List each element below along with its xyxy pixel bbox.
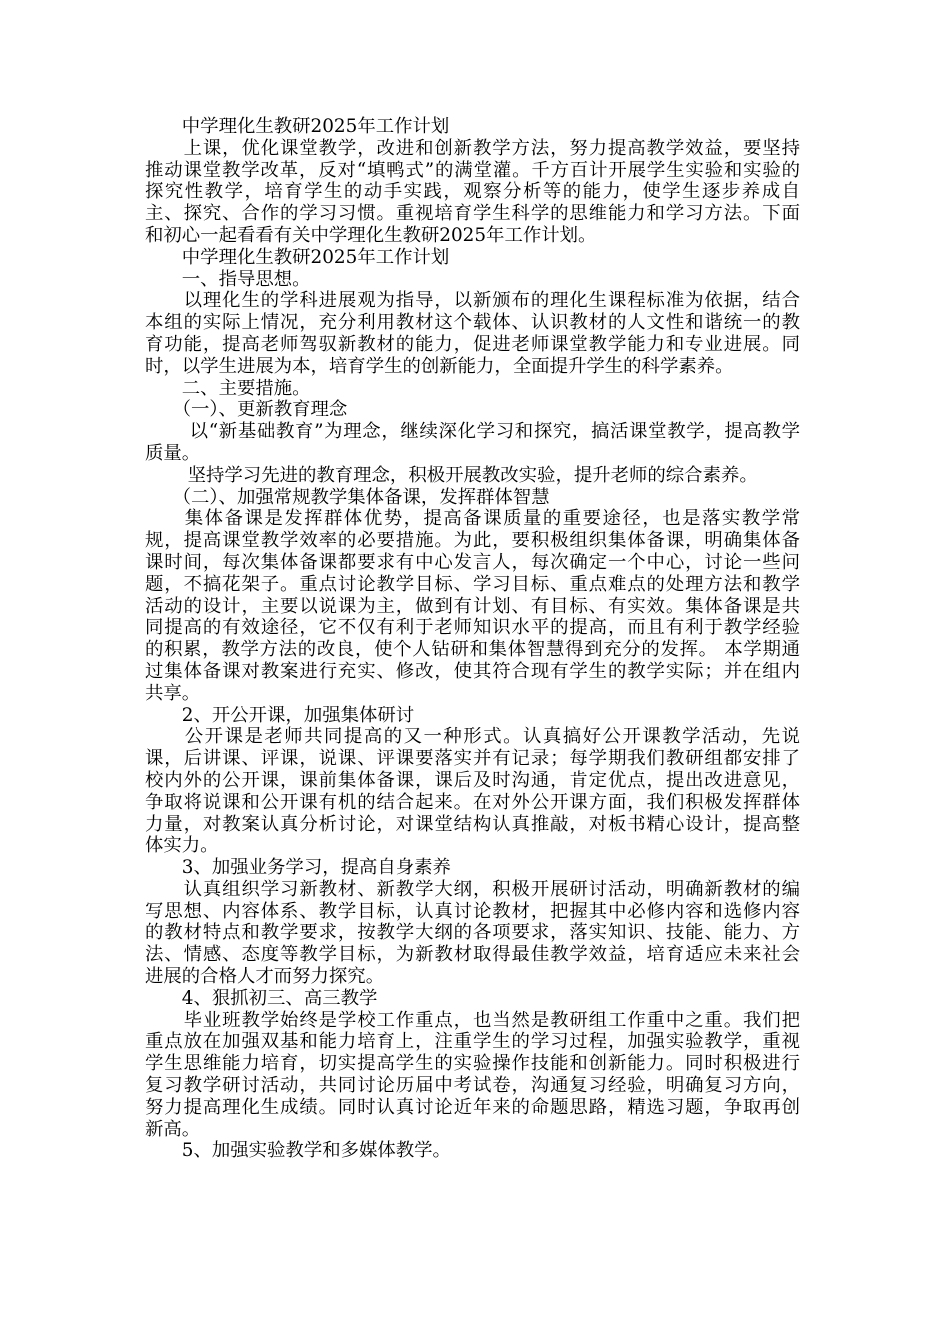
text-line: 力量，对教案认真分析讨论，对课堂结构认真推敲，对板书精心设计，提高整 bbox=[145, 813, 800, 835]
text-line: 育功能，提高老师驾驭新教材的能力，促进老师课堂教学能力和专业进展。同 bbox=[145, 333, 800, 355]
text-line: 学生思维能力培育，切实提高学生的实验操作技能和创新能力。同时积极进行 bbox=[145, 1053, 800, 1075]
text-line: 校内外的公开课，课前集体备课，课后及时沟通，肯定优点，提出改进意见， bbox=[145, 769, 800, 791]
text-line: 以“新基础教育”为理念，继续深化学习和探究，搞活课堂教学，提高教学 bbox=[145, 421, 800, 443]
text-line: 上课，优化课堂教学，改进和创新教学方法，努力提高教学效益，要坚持 bbox=[145, 137, 800, 159]
text-line: 时，以学生进展为本，培育学生的创新能力，全面提升学生的科学素养。 bbox=[145, 355, 734, 377]
text-line: 5、加强实验教学和多媒体教学。 bbox=[145, 1140, 451, 1162]
text-line: 复习教学研讨活动，共同讨论历届中考试卷，沟通复习经验，明确复习方向， bbox=[145, 1075, 800, 1097]
text-line: 质量。 bbox=[145, 442, 201, 464]
text-line: 中学理化生教研2025年工作计划 bbox=[145, 246, 450, 268]
text-line: 法、情感、态度等教学目标，为新教材取得最佳教学效益，培育适应未来社会 bbox=[145, 944, 800, 966]
text-line: 努力提高理化生成绩。同时认真讨论近年来的命题思路，精选习题，争取再创 bbox=[145, 1096, 800, 1118]
text-line: 推动课堂教学改革，反对“填鸭式”的满堂灌。千方百计开展学生实验和实验的 bbox=[145, 159, 800, 181]
text-line: 探究性教学，培育学生的动手实践，观察分析等的能力，使学生逐步养成自 bbox=[145, 181, 800, 203]
text-line: 共享。 bbox=[145, 682, 201, 704]
text-line: 课，后讲课、评课，说课、评课要落实并有记录；每学期我们教研组都安排了 bbox=[145, 748, 800, 770]
text-line: 毕业班教学始终是学校工作重点，也当然是教研组工作重中之重。我们把 bbox=[145, 1009, 800, 1031]
text-line: 4、狠抓初三、高三教学 bbox=[145, 987, 378, 1009]
text-line: 规，提高课堂教学效率的必要措施。为此，要积极组织集体备课，明确集体备 bbox=[145, 530, 800, 552]
text-line: 过集体备课对教案进行充实、修改，使其符合现有学生的教学实际；并在组内 bbox=[145, 660, 800, 682]
text-line: 题，不搞花架子。重点讨论教学目标、学习目标、重点难点的处理方法和教学 bbox=[145, 573, 800, 595]
text-line: （一）、更新教育理念 bbox=[145, 399, 348, 421]
text-line: 和初心一起看看有关中学理化生教研2025年工作计划。 bbox=[145, 224, 597, 246]
text-line: 集体备课是发挥群体优势，提高备课质量的重要途径，也是落实教学常 bbox=[145, 508, 800, 530]
text-line: 公开课是老师共同提高的又一种形式。认真搞好公开课教学活动，先说 bbox=[145, 726, 800, 748]
text-line: 的教材特点和教学要求，按教学大纲的各项要求，落实知识、技能、能力、方 bbox=[145, 922, 800, 944]
text-line: 写思想、内容体系、教学目标，认真讨论教材，把握其中必修内容和选修内容 bbox=[145, 900, 800, 922]
text-line: 新高。 bbox=[145, 1118, 201, 1140]
text-line: 进展的合格人才而努力探究。 bbox=[145, 966, 385, 988]
text-line: 同提高的有效途径，它不仅有利于老师知识水平的提高，而且有利于教学经验 bbox=[145, 617, 800, 639]
text-line: 重点放在加强双基和能力培育上，注重学生的学习过程，加强实验教学，重视 bbox=[145, 1031, 800, 1053]
text-line: 的积累，教学方法的改良，使个人钻研和集体智慧得到充分的发挥。 本学期通 bbox=[145, 639, 800, 661]
text-line: 体实力。 bbox=[145, 835, 219, 857]
text-line: 以理化生的学科进展观为指导，以新颁布的理化生课程标准为依据，结合 bbox=[145, 290, 800, 312]
document-page bbox=[145, 116, 800, 1162]
text-line: （二）、加强常规教学集体备课，发挥群体智慧 bbox=[145, 486, 550, 508]
text-line: 中学理化生教研2025年工作计划 bbox=[145, 116, 450, 137]
text-line: 坚持学习先进的教育理念，积极开展教改实验，提升老师的综合素养。 bbox=[145, 464, 758, 486]
text-line: 二、主要措施。 bbox=[145, 377, 311, 399]
text-line: 2、开公开课，加强集体研讨 bbox=[145, 704, 415, 726]
text-line: 本组的实际上情况，充分利用教材这个载体、认识教材的人文性和谐统一的教 bbox=[145, 312, 800, 334]
text-line: 一、指导思想。 bbox=[145, 268, 311, 290]
text-line: 课时间，每次集体备课都要求有中心发言人，每次确定一个中心，讨论一些问 bbox=[145, 551, 800, 573]
text-line: 3、加强业务学习，提高自身素养 bbox=[145, 857, 451, 879]
text-line: 主、探究、合作的学习习惯。重视培育学生科学的思维能力和学习方法。下面 bbox=[145, 203, 800, 225]
text-line: 活动的设计，主要以说课为主，做到有计划、有目标、有实效。集体备课是共 bbox=[145, 595, 800, 617]
text-line: 争取将说课和公开课有机的结合起来。在对外公开课方面，我们积极发挥群体 bbox=[145, 791, 800, 813]
text-line: 认真组织学习新教材、新教学大纲，积极开展研讨活动，明确新教材的编 bbox=[145, 878, 800, 900]
